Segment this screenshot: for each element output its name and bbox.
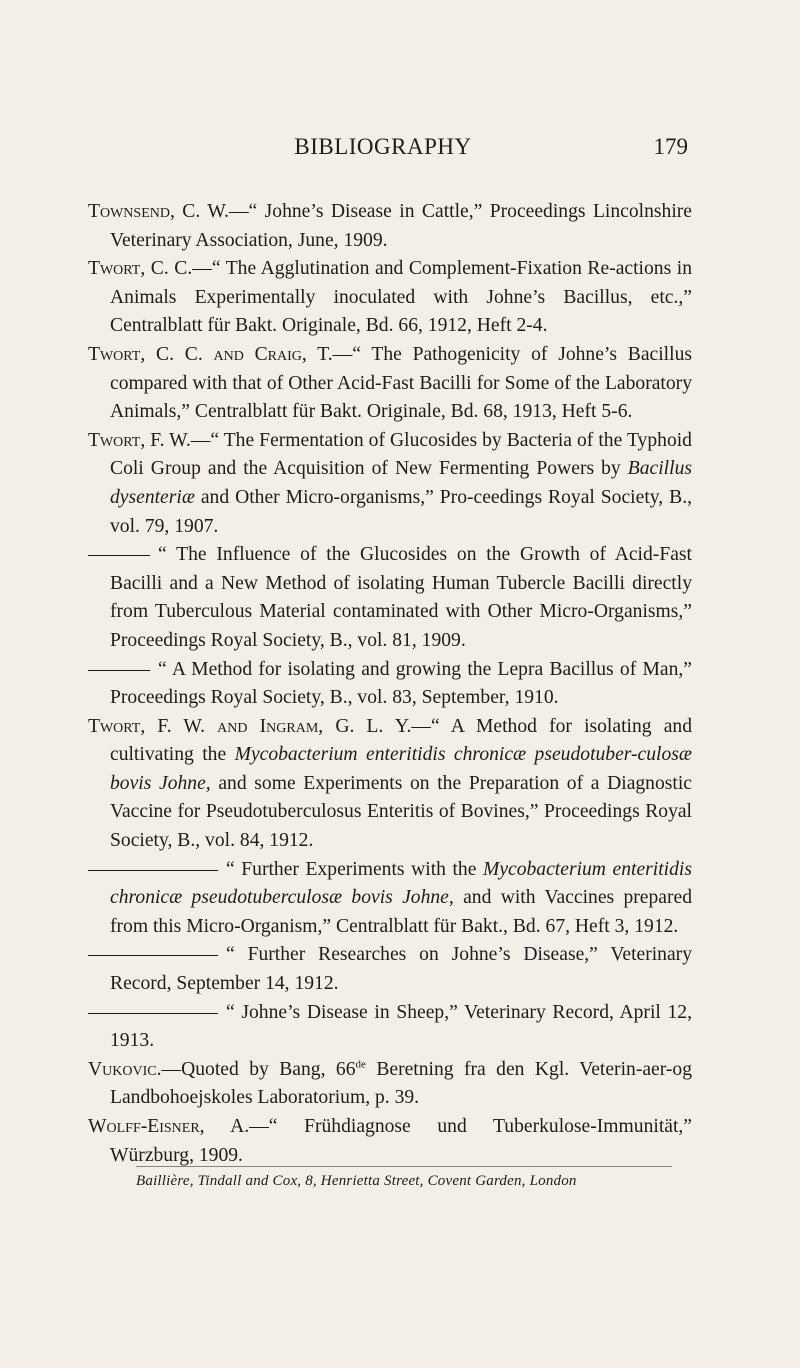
- bib-entry-sheep: [88, 999, 692, 1056]
- bib-entry-vukovic: [88, 1056, 692, 1113]
- page-number: 179: [653, 134, 688, 159]
- entry-author: Wolff-Eisner, A.: [88, 1116, 250, 1137]
- bib-entry-twort-agglutination: [88, 255, 692, 341]
- entry-text: —“ Frühdiagnose und Tuberkulose-Immunität,” Würzburg, 1909.: [110, 1116, 692, 1166]
- bib-entry-twort-craig: [88, 341, 692, 427]
- entry-author: Twort, F. W. and Ingram, G. L. Y.: [88, 715, 412, 737]
- entry-text: —“ The Agglutination and Complement-Fixation Re-actions in Animals Experimentally inoculated with Johne’s Bacillus, etc.,” Centralblatt für Bakt. Originale, Bd. 66, 1912, Heft 2-4.: [110, 258, 692, 337]
- entry-italic-taxon: Bacillus dysenteriæ: [110, 458, 692, 508]
- ditto-rule: [88, 555, 150, 556]
- entry-author: Townsend, C. W.: [88, 201, 229, 222]
- entry-italic-taxon: Mycobacterium enteritidis chronicæ pseudotuber-culosæ bovis Johne,: [110, 744, 692, 794]
- imprint-divider: [136, 1166, 672, 1167]
- ditto-rule-double: [88, 955, 218, 956]
- entry-text: “ Johne’s Disease in Sheep,” Veterinary Record, April 12, 1913.: [110, 1001, 692, 1052]
- bib-entry-further-experiments: [88, 856, 692, 942]
- ditto-rule-double: [88, 1013, 218, 1014]
- entry-text-tail: and some Experiments on the Preparation of a Diagnostic Vaccine for Pseudotuberculosus Enteritis of Bovines,” Proceedings Royal Society, B., vol. 84, 1912.: [110, 772, 692, 852]
- entry-text: —“ A Method for isolating and cultivating the: [110, 715, 692, 766]
- page-title: BIBLIOGRAPHY: [294, 134, 472, 159]
- entry-text-tail: Beretning fra den Kgl. Veterin-aer-og Landbohoejskoles Laboratorium, p. 39.: [110, 1058, 692, 1109]
- entry-text: —“ Johne’s Disease in Cattle,” Proceedings Lincolnshire Veterinary Association, June, 1909.: [110, 201, 692, 251]
- entry-text-tail: and with Vaccines prepared from this Micro-Organism,” Centralblatt für Bakt., Bd. 67, Heft 3, 1912.: [110, 887, 692, 937]
- entry-author: Twort, F. W.: [88, 429, 191, 451]
- entry-text: —“ The Fermentation of Glucosides by Bacteria of the Typhoid Coli Group and the Acquisition of New Fermenting Powers by: [110, 429, 692, 480]
- bib-entry-twort-fermentation: [88, 427, 692, 541]
- entry-text-tail: and Other Micro-organisms,” Pro-ceedings Royal Society, B., vol. 79, 1907.: [110, 486, 692, 537]
- entry-text: —“ The Pathogenicity of Johne’s Bacillus compared with that of Other Acid-Fast Bacilli for Some of the Laboratory Animals,” Centralblatt für Bakt. Originale, Bd. 68, 1913, Heft 5-6.: [110, 343, 692, 423]
- ditto-rule-double: [88, 870, 218, 871]
- entry-author: Twort, C. C.: [88, 258, 193, 280]
- printer-imprint: Baillière, Tindall and Cox, 8, Henrietta Street, Covent Garden, London: [136, 1173, 577, 1189]
- entry-superscript: de: [355, 1058, 366, 1071]
- entry-text: “ A Method for isolating and growing the Lepra Bacillus of Man,” Proceedings Royal Society, B., vol. 83, September, 1910.: [110, 658, 692, 709]
- bib-entry-twort-glucosides: [88, 541, 692, 655]
- entry-text: “ The Influence of the Glucosides on the Growth of Acid-Fast Bacilli and a New Method of isolating Human Tubercle Bacilli directly from Tuberculous Material contaminated with Other Micro-Organisms,” Proceedings Royal Society, B., vol. 81, 1909.: [110, 544, 692, 651]
- entry-author: Twort, C. C. and Craig, T.: [88, 343, 333, 365]
- bib-entry-further-researches: [88, 941, 692, 998]
- bibliography-list: [88, 198, 692, 1170]
- bib-entry-wolff-eisner: [88, 1113, 692, 1170]
- bib-entry-twort-lepra: [88, 656, 692, 713]
- bib-entry-townsend: [88, 198, 692, 255]
- bib-entry-twort-ingram: [88, 713, 692, 856]
- running-head: [88, 134, 688, 166]
- entry-author: Vukovic.: [88, 1058, 162, 1080]
- entry-text: —Quoted by Bang, 66: [161, 1058, 356, 1080]
- entry-text: “ Further Experiments with the: [226, 858, 483, 880]
- entry-italic-taxon: Mycobacterium enteritidis chronicæ pseudotuberculosæ bovis Johne,: [110, 858, 692, 909]
- entry-text: “ Further Researches on Johne’s Disease,” Veterinary Record, September 14, 1912.: [110, 944, 692, 995]
- ditto-rule: [88, 670, 150, 671]
